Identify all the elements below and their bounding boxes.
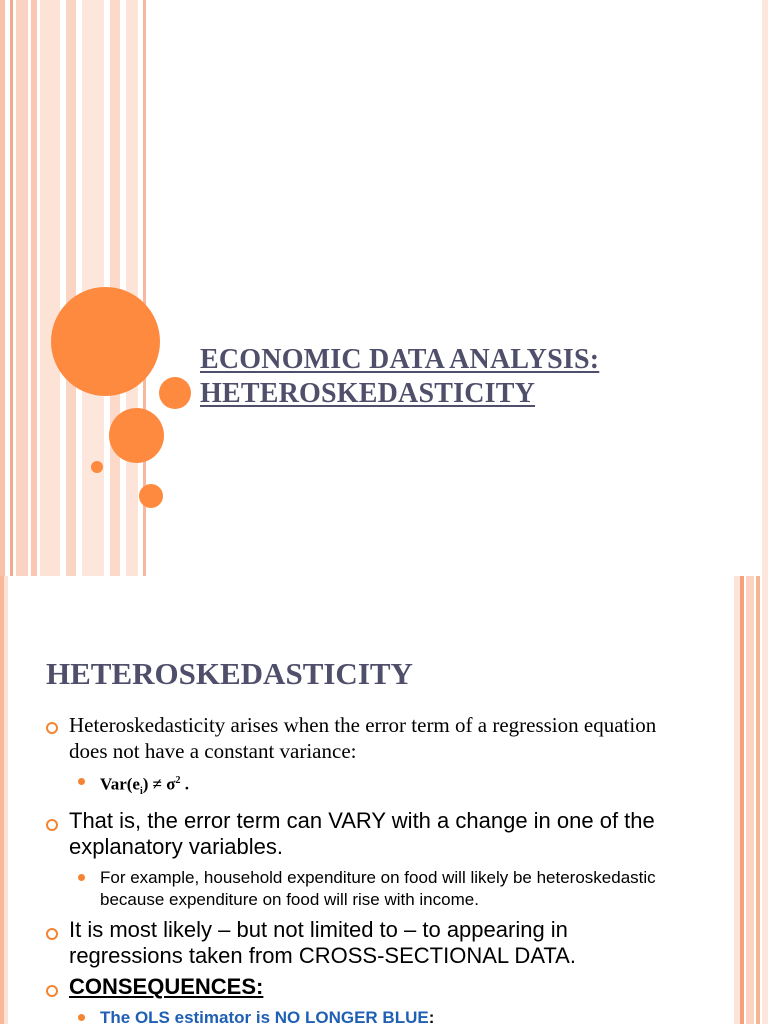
- decor-stripe: [40, 0, 60, 576]
- decor-circle-small2: [139, 484, 163, 508]
- bullet-text: Heteroskedasticity arises when the error term of a regression equation does not have a constant variance:: [69, 713, 657, 763]
- decor-circle-large: [51, 287, 160, 396]
- decor-stripe: [756, 576, 760, 1024]
- colon: :: [428, 1008, 435, 1024]
- title-line-2: HETEROSKEDASTICITY: [200, 378, 536, 409]
- sub-bullet-text: [100, 1007, 684, 1024]
- variance-formula: [100, 770, 684, 803]
- slide-title: [200, 343, 599, 411]
- decor-circle-medium: [109, 408, 164, 463]
- decor-circle-small: [159, 377, 191, 409]
- decor-stripe: [66, 0, 76, 576]
- dot-bullet-icon: [78, 874, 85, 881]
- bullet-text: It is most likely – but not limited to – to appearing in regressions taken from CROSS-SECTIONAL DATA.: [69, 917, 576, 969]
- ring-bullet-icon: [46, 985, 58, 997]
- ring-bullet-icon: [46, 928, 58, 940]
- formula-subscript: i: [139, 786, 143, 798]
- list-item: [44, 917, 684, 969]
- formula-superscript: 2: [175, 775, 181, 786]
- decor-stripe: [762, 0, 768, 576]
- formula-part: Var(e: [100, 774, 140, 794]
- title-line-1: ECONOMIC DATA ANALYSIS:: [200, 344, 600, 375]
- decor-circle-tiny: [91, 461, 103, 473]
- content-slide: [0, 576, 768, 1024]
- sub-list-item: [44, 770, 684, 803]
- consequences-heading: CONSEQUENCES:: [69, 974, 264, 1000]
- dot-bullet-icon: [78, 1014, 85, 1021]
- formula-part: ) ≠ σ: [142, 774, 176, 794]
- list-item: [44, 974, 684, 1000]
- decor-stripe: [126, 0, 138, 576]
- ring-bullet-icon: [46, 722, 58, 734]
- dot-bullet-icon: [78, 778, 85, 785]
- decor-stripe: [740, 576, 744, 1024]
- sub-list-item: [44, 1007, 684, 1024]
- list-item: [44, 808, 684, 860]
- blue-statement: The OLS estimator is NO LONGER BLUE: [100, 1008, 429, 1024]
- list-item: [44, 712, 684, 764]
- decor-stripe: [762, 576, 768, 1024]
- slide-heading: HETEROSKEDASTICITY: [46, 656, 413, 691]
- bullet-text: That is, the error term can VARY with a change in one of the explanatory variables.: [69, 808, 655, 860]
- decor-stripe: [4, 576, 8, 1024]
- decor-stripe: [0, 0, 5, 576]
- ring-bullet-icon: [46, 819, 58, 831]
- sub-list-item: [44, 867, 684, 911]
- decor-stripe: [746, 576, 754, 1024]
- decor-stripe: [16, 0, 28, 576]
- formula-part: .: [180, 774, 189, 794]
- decor-stripe: [31, 0, 37, 576]
- bullet-list: [44, 712, 684, 1024]
- decor-stripe: [10, 0, 13, 576]
- sub-bullet-text: For example, household expenditure on food will likely be heteroskedastic because expenditure on food will rise with income.: [100, 868, 656, 910]
